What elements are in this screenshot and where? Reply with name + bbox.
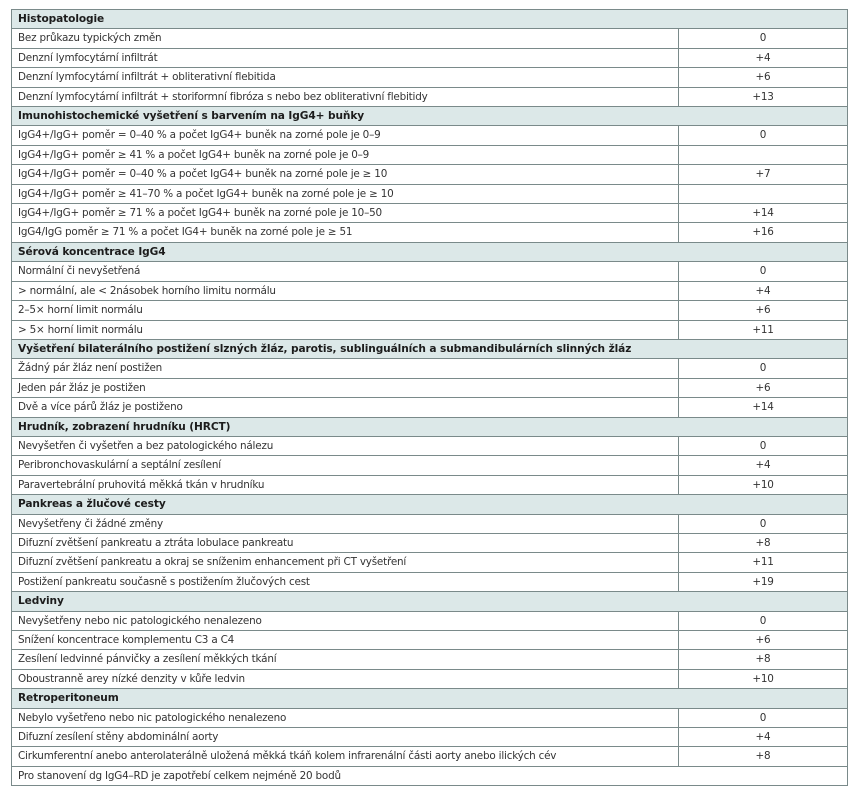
criterion-label: Dvě a více párů žláz je postiženo bbox=[12, 398, 679, 417]
criterion-label: Nebylo vyšetřeno nebo nic patologického nenalezeno bbox=[12, 708, 679, 727]
criterion-label: IgG4+/IgG+ poměr ≥ 41 % a počet IgG4+ buněk na zorné pole je 0–9 bbox=[12, 145, 679, 164]
section-title: Ledviny bbox=[12, 592, 848, 611]
section-title: Histopatologie bbox=[12, 10, 848, 29]
criterion-label: Peribronchovaskulární a septální zesílení bbox=[12, 456, 679, 475]
criterion-points: +6 bbox=[679, 68, 848, 87]
criterion-points: +13 bbox=[679, 87, 848, 106]
table-row bbox=[12, 728, 848, 747]
table-row bbox=[12, 301, 848, 320]
criterion-label: Bez průkazu typických změn bbox=[12, 29, 679, 48]
criterion-points bbox=[679, 145, 848, 164]
criterion-points: 0 bbox=[679, 514, 848, 533]
table-row bbox=[12, 184, 848, 203]
section-header bbox=[12, 339, 848, 358]
criterion-points: 0 bbox=[679, 29, 848, 48]
criterion-label: Denzní lymfocytární infiltrát + storiformní fibróza s nebo bez obliterativní flebitidy bbox=[12, 87, 679, 106]
criterion-points: 0 bbox=[679, 262, 848, 281]
footer-row bbox=[12, 766, 848, 785]
criterion-label: Nevyšetřen či vyšetřen a bez patologického nálezu bbox=[12, 436, 679, 455]
section-title: Sérová koncentrace IgG4 bbox=[12, 242, 848, 261]
table-row bbox=[12, 553, 848, 572]
section-title: Imunohistochemické vyšetření s barvením na IgG4+ buňky bbox=[12, 107, 848, 126]
criterion-points: +14 bbox=[679, 398, 848, 417]
table-row bbox=[12, 29, 848, 48]
table-row bbox=[12, 48, 848, 67]
criterion-label: IgG4+/IgG+ poměr = 0–40 % a počet IgG4+ buněk na zorné pole je 0–9 bbox=[12, 126, 679, 145]
criterion-label: IgG4+/IgG+ poměr ≥ 71 % a počet IgG4+ buněk na zorné pole je 10–50 bbox=[12, 204, 679, 223]
section-title: Pankreas a žlučové cesty bbox=[12, 495, 848, 514]
criterion-points: +8 bbox=[679, 747, 848, 766]
criterion-label: Paravertebrální pruhovitá měkká tkán v hrudníku bbox=[12, 475, 679, 494]
criterion-label: > normální, ale < 2násobek horního limitu normálu bbox=[12, 281, 679, 300]
criterion-label: Postižení pankreatu současně s postižením žlučových cest bbox=[12, 572, 679, 591]
section-header bbox=[12, 107, 848, 126]
criterion-label: Nevyšetřeny či žádné změny bbox=[12, 514, 679, 533]
table-row bbox=[12, 398, 848, 417]
criterion-label: 2–5× horní limit normálu bbox=[12, 301, 679, 320]
table-row bbox=[12, 87, 848, 106]
criterion-label: Difuzní zvětšení pankreatu a okraj se sníženim enhancement při CT vyšetření bbox=[12, 553, 679, 572]
table-row bbox=[12, 650, 848, 669]
table-row bbox=[12, 145, 848, 164]
section-header bbox=[12, 495, 848, 514]
table-row bbox=[12, 456, 848, 475]
criterion-label: Oboustranně arey nízké denzity v kůře ledvin bbox=[12, 669, 679, 688]
criterion-points: +4 bbox=[679, 48, 848, 67]
table-row bbox=[12, 436, 848, 455]
criterion-label: IgG4+/IgG+ poměr = 0–40 % a počet IgG4+ buněk na zorné pole je ≥ 10 bbox=[12, 165, 679, 184]
criterion-points: +14 bbox=[679, 204, 848, 223]
criterion-label: Jeden pár žláz je postižen bbox=[12, 378, 679, 397]
section-title: Retroperitoneum bbox=[12, 689, 848, 708]
table-row bbox=[12, 572, 848, 591]
criterion-points: +11 bbox=[679, 320, 848, 339]
table-row bbox=[12, 359, 848, 378]
criterion-label: IgG4+/IgG+ poměr ≥ 41–70 % a počet IgG4+ buněk na zorné pole je ≥ 10 bbox=[12, 184, 679, 203]
scoring-table bbox=[11, 9, 848, 786]
criterion-points: 0 bbox=[679, 611, 848, 630]
scoring-table-container bbox=[11, 9, 847, 786]
table-row bbox=[12, 262, 848, 281]
criterion-points: +11 bbox=[679, 553, 848, 572]
table-row bbox=[12, 320, 848, 339]
criterion-label: IgG4/IgG poměr ≥ 71 % a počet IG4+ buněk na zorné pole je ≥ 51 bbox=[12, 223, 679, 242]
criterion-label: > 5× horní limit normálu bbox=[12, 320, 679, 339]
table-row bbox=[12, 165, 848, 184]
section-title: Vyšetření bilaterálního postižení slzných žláz, parotis, sublinguálních a submandibulárních slinných žláz bbox=[12, 339, 848, 358]
table-row bbox=[12, 514, 848, 533]
table-row bbox=[12, 611, 848, 630]
section-header bbox=[12, 592, 848, 611]
table-row bbox=[12, 204, 848, 223]
table-row bbox=[12, 126, 848, 145]
criterion-points: +6 bbox=[679, 631, 848, 650]
criterion-points: 0 bbox=[679, 359, 848, 378]
scoring-table-body bbox=[12, 10, 848, 786]
criterion-label: Difuzní zesílení stěny abdominální aorty bbox=[12, 728, 679, 747]
table-row bbox=[12, 68, 848, 87]
criterion-label: Denzní lymfocytární infiltrát bbox=[12, 48, 679, 67]
table-row bbox=[12, 631, 848, 650]
criterion-points: +19 bbox=[679, 572, 848, 591]
criterion-label: Denzní lymfocytární infiltrát + obliterativní flebitida bbox=[12, 68, 679, 87]
section-header bbox=[12, 417, 848, 436]
criterion-points: +4 bbox=[679, 728, 848, 747]
table-row bbox=[12, 669, 848, 688]
section-header bbox=[12, 10, 848, 29]
criterion-points: 0 bbox=[679, 436, 848, 455]
criterion-label: Nevyšetřeny nebo nic patologického nenalezeno bbox=[12, 611, 679, 630]
table-row bbox=[12, 475, 848, 494]
criterion-points: +6 bbox=[679, 301, 848, 320]
criterion-points: 0 bbox=[679, 126, 848, 145]
criterion-label: Normální či nevyšetřená bbox=[12, 262, 679, 281]
criterion-points: 0 bbox=[679, 708, 848, 727]
criterion-label: Cirkumferentní anebo anterolaterálně uložená měkká tkáň kolem infrarenální části aorty anebo ilických cév bbox=[12, 747, 679, 766]
criterion-label: Snížení koncentrace komplementu C3 a C4 bbox=[12, 631, 679, 650]
criterion-points: +4 bbox=[679, 281, 848, 300]
criterion-points: +8 bbox=[679, 533, 848, 552]
criterion-label: Žádný pár žláz není postižen bbox=[12, 359, 679, 378]
criterion-label: Difuzní zvětšení pankreatu a ztráta lobulace pankreatu bbox=[12, 533, 679, 552]
section-header bbox=[12, 689, 848, 708]
section-header bbox=[12, 242, 848, 261]
table-row bbox=[12, 378, 848, 397]
criterion-points: +6 bbox=[679, 378, 848, 397]
criterion-points bbox=[679, 184, 848, 203]
criterion-points: +8 bbox=[679, 650, 848, 669]
criterion-label: Zesílení ledvinné pánvičky a zesílení měkkých tkání bbox=[12, 650, 679, 669]
criterion-points: +10 bbox=[679, 475, 848, 494]
criterion-points: +16 bbox=[679, 223, 848, 242]
table-row bbox=[12, 223, 848, 242]
section-title: Hrudník, zobrazení hrudníku (HRCT) bbox=[12, 417, 848, 436]
table-row bbox=[12, 747, 848, 766]
table-row bbox=[12, 533, 848, 552]
table-row bbox=[12, 281, 848, 300]
footer-note: Pro stanovení dg IgG4–RD je zapotřebí celkem nejméně 20 bodů bbox=[12, 766, 848, 785]
criterion-points: +7 bbox=[679, 165, 848, 184]
criterion-points: +4 bbox=[679, 456, 848, 475]
criterion-points: +10 bbox=[679, 669, 848, 688]
table-row bbox=[12, 708, 848, 727]
